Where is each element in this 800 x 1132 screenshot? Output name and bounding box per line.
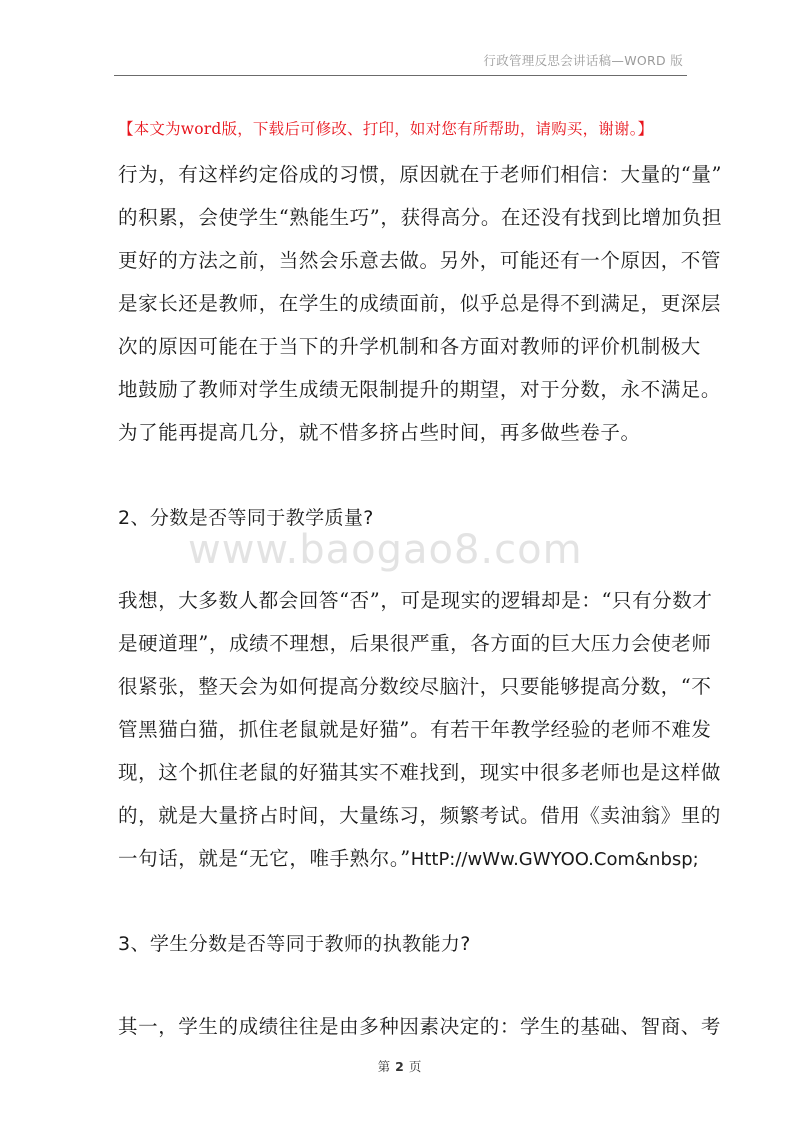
text-line: 的，就是大量挤占时间，大量练习，频繁考试。借用《卖油翁》里的 — [118, 804, 722, 827]
text-line: 是家长还是教师，在学生的成绩面前，似乎总是得不到满足，更深层 — [118, 292, 722, 315]
text-line: 的积累，会使学生“熟能生巧”，获得高分。在还没有找到比增加负担 — [118, 206, 723, 229]
text-line: 我想，大多数人都会回答“否”，可是现实的逻辑却是：“只有分数才 — [118, 589, 713, 612]
text-line-cjk: 一句话，就是“无它，唯手熟尔。” — [118, 847, 411, 870]
page-footer — [0, 1058, 800, 1076]
text-line: 为了能再提高几分，就不惜多挤占些时间，再多做些卷子。 — [118, 421, 641, 444]
page-label-suffix: 页 — [408, 1059, 423, 1074]
section-heading-3: 3、学生分数是否等同于教师的执教能力? — [118, 933, 471, 955]
purchase-notice: 【本文为word版，下载后可修改、打印，如对您有所帮助，请购买，谢谢。】 — [118, 120, 654, 138]
page-number: 2 — [395, 1059, 405, 1074]
page-label-prefix: 第 — [377, 1059, 392, 1074]
header-title: 行政管理反思会讲话稿—WORD 版 — [483, 53, 683, 68]
page-header — [114, 52, 687, 76]
text-line: 地鼓励了教师对学生成绩无限制提升的期望，对于分数，永不满足。 — [118, 378, 722, 401]
text-line: 很紧张，整天会为如何提高分数绞尽脑汁，只要能够提高分数，“不 — [118, 675, 712, 698]
section-heading-2: 2、分数是否等同于教学质量? — [118, 507, 374, 529]
text-line: 次的原因可能在于当下的升学机制和各方面对教师的评价机制极大 — [118, 335, 701, 358]
text-line: 行为，有这样约定俗成的习惯，原因就在于老师们相信：大量的“量” — [118, 163, 723, 186]
text-line: 更好的方法之前，当然会乐意去做。另外，可能还有一个原因，不管 — [118, 249, 722, 272]
text-line: 现，这个抓住老鼠的好猫其实不难找到，现实中很多老师也是这样做 — [118, 761, 722, 784]
text-line: 其一，学生的成绩往往是由多种因素决定的：学生的基础、智商、考 — [118, 1015, 722, 1038]
text-line: 管黑猫白猫，抓住老鼠就是好猫”。有若干年教学经验的老师不难发 — [118, 718, 712, 741]
embedded-url-text: HttP://wWw.GWYOO.Com&nbsp; — [410, 849, 699, 870]
text-line: 是硬道理”，成绩不理想，后果很严重，各方面的巨大压力会使老师 — [118, 632, 712, 655]
text-line-with-url — [118, 844, 699, 874]
watermark: www.baogao8.com — [188, 527, 583, 573]
